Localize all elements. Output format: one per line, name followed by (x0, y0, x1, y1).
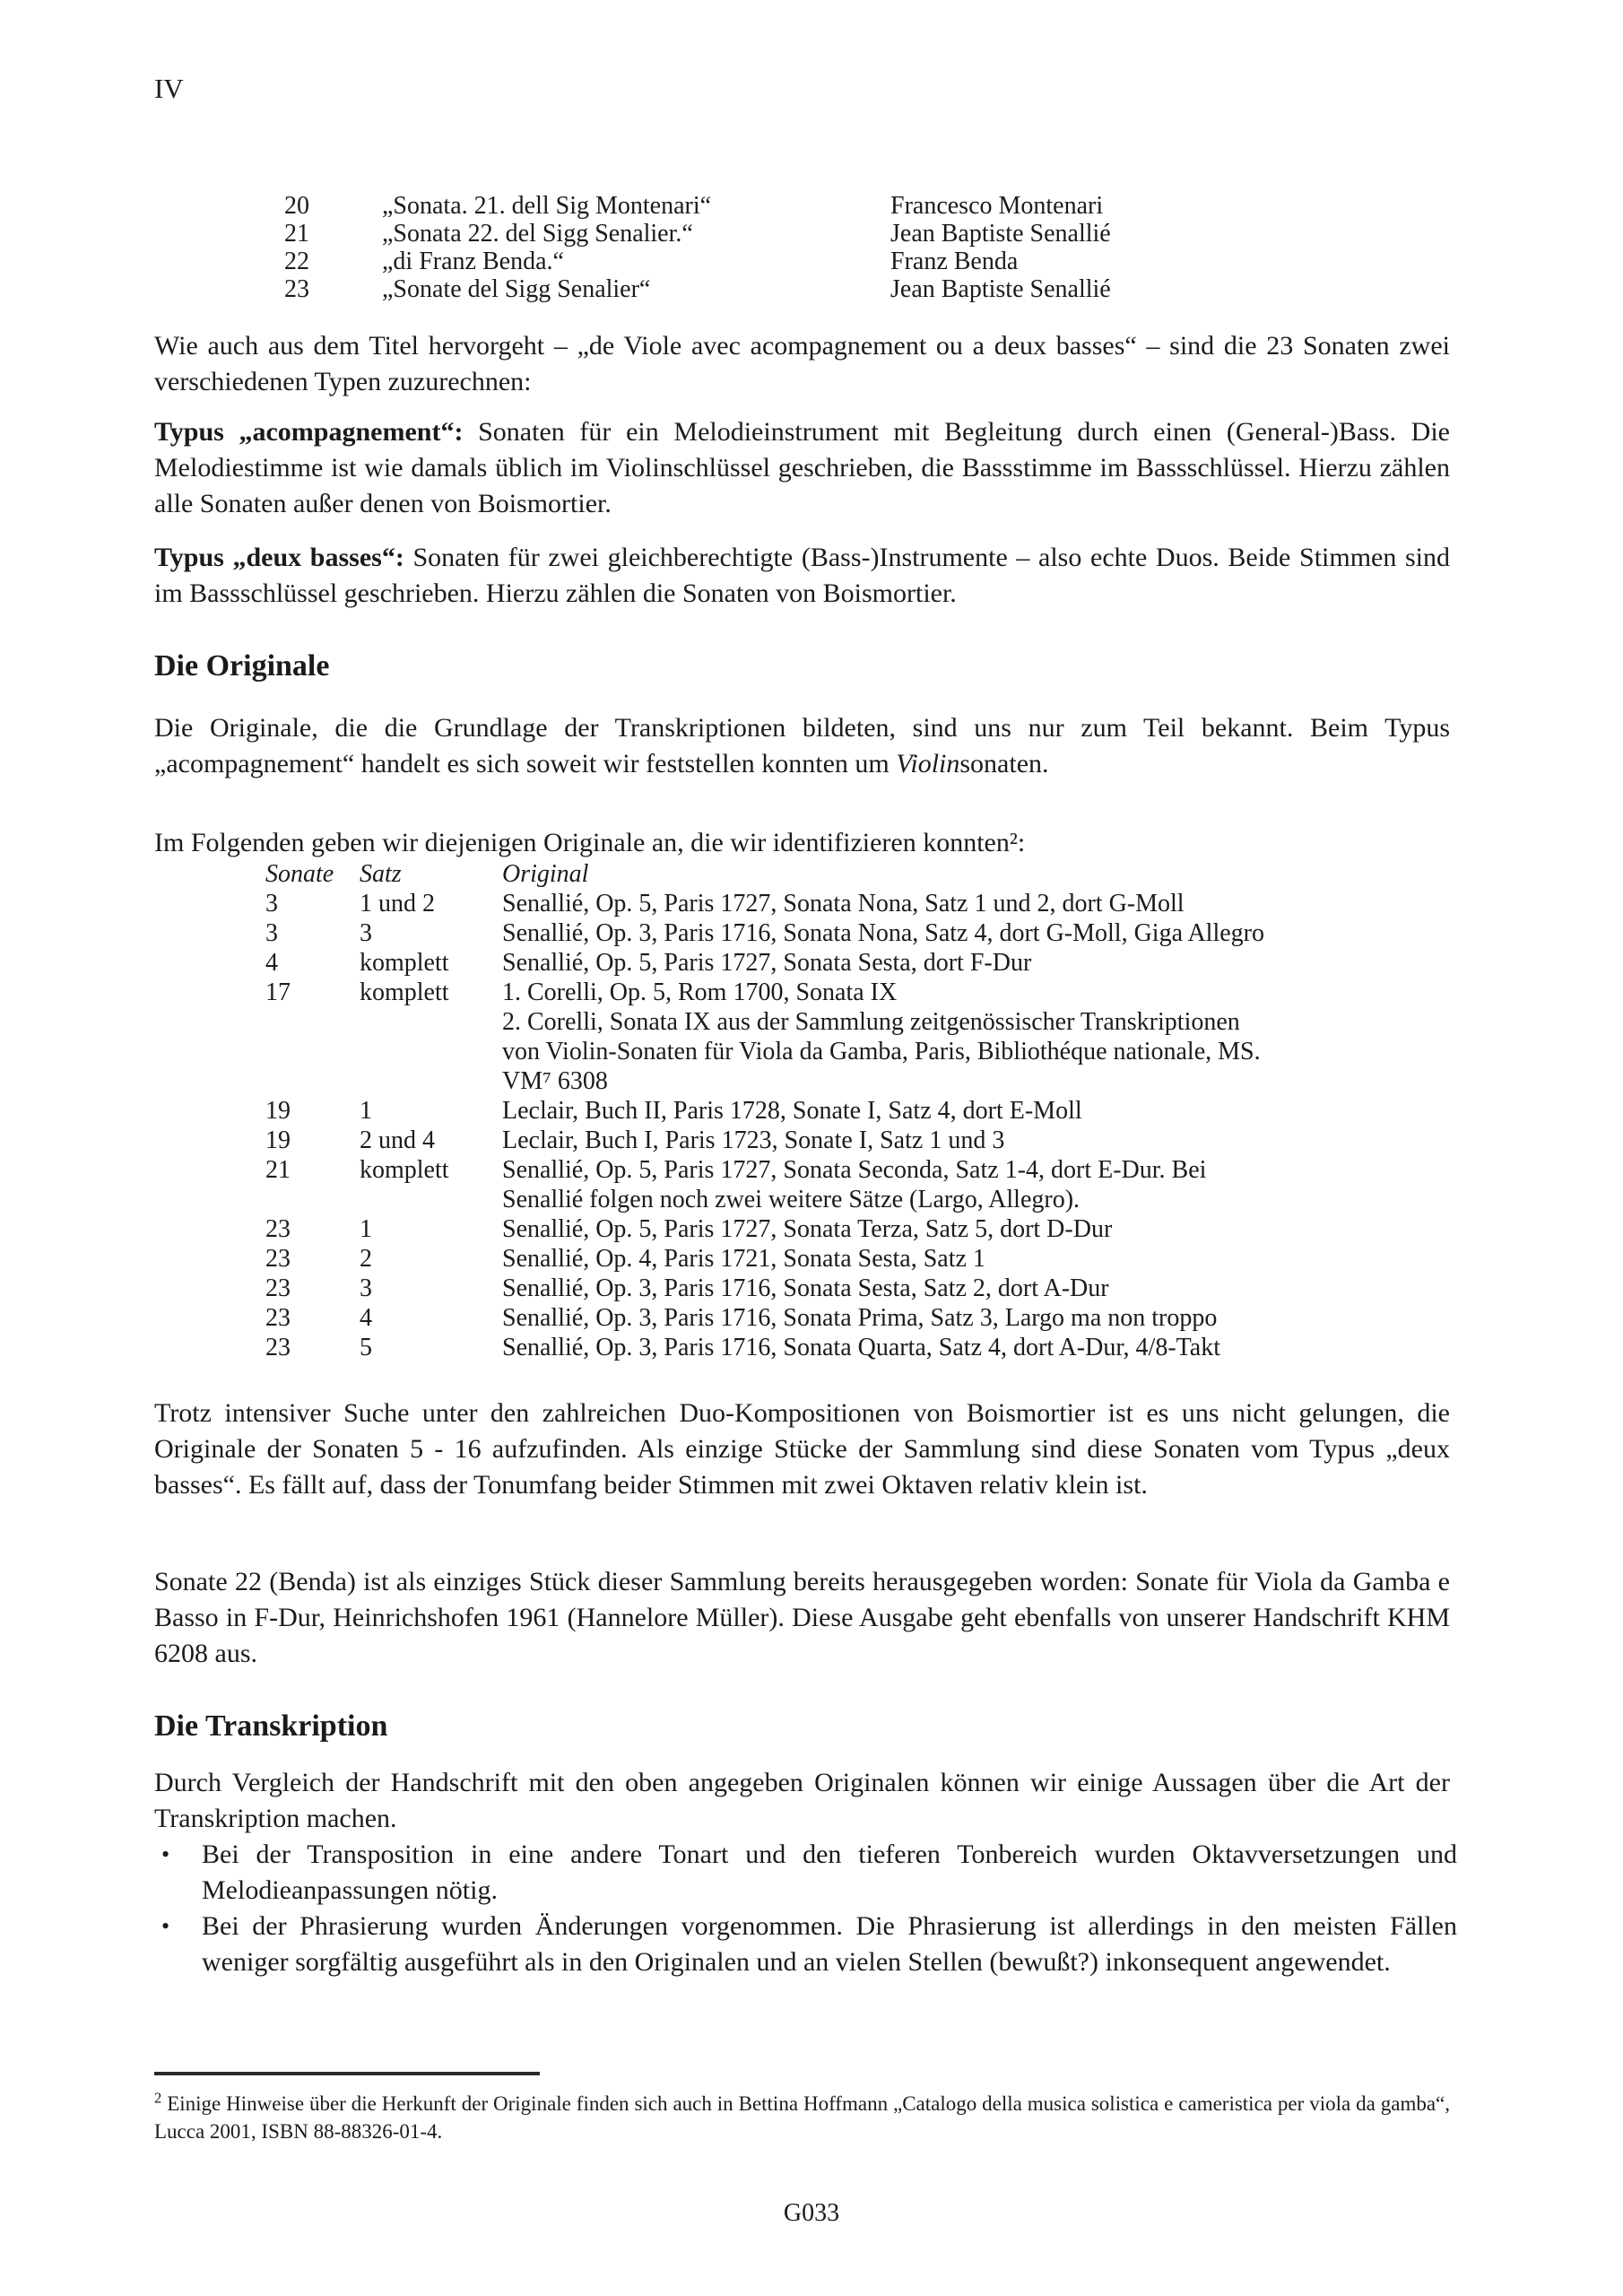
paragraph-typus-deux-basses (154, 540, 1450, 612)
table-row (284, 220, 1450, 248)
paragraph-intro: Wie auch aus dem Titel hervorgeht – „de Viole avec acompagnement ou a deux basses“ – sind die 23 Sonaten zwei verschiedenen Typen zuzurechnen: (154, 331, 1450, 396)
originale-intro-after: sonaten. (959, 749, 1049, 778)
table-row (265, 918, 1471, 948)
cell-number: 23 (284, 275, 309, 303)
table-row (265, 1303, 1471, 1333)
cell-sonate: 23 (265, 1274, 291, 1302)
table-row (265, 1274, 1471, 1303)
cell-original-line: Senallié, Op. 4, Paris 1721, Sonata Sesta, Satz 1 (502, 1245, 985, 1273)
heading-die-transkription: Die Transkription (154, 1709, 388, 1743)
cell-composer: Francesco Montenari (890, 192, 1104, 220)
paragraph-sonate22: Sonate 22 (Benda) ist als einziges Stück dieser Sammlung bereits herausgegeben worden: Sonate für Viola da Gamba e Basso in F-Dur, Heinrichshofen 1961 (Hannelore Müller). Diese Ausgabe geht ebenfalls von unserer Handschrift KHM 6208 aus. (154, 1567, 1450, 1668)
cell-original-line: Leclair, Buch I, Paris 1723, Sonate I, Satz 1 und 3 (502, 1126, 1005, 1154)
cell-satz: komplett (360, 978, 449, 1006)
bullet-icon: • (161, 1913, 170, 1939)
cell-sonate: 3 (265, 890, 278, 918)
paragraph-transkription-intro: Durch Vergleich der Handschrift mit den oben angegeben Originalen können wir einige Aussagen über die Art der Transkription machen. (154, 1768, 1450, 1833)
paragraph-originale-intro (154, 710, 1450, 782)
cell-original (502, 1333, 1471, 1362)
table-row (265, 1244, 1471, 1274)
table-header-row (265, 859, 1471, 889)
cell-number: 20 (284, 192, 309, 220)
column-header-original: Original (502, 860, 589, 888)
bullet-icon: • (161, 1841, 170, 1867)
footnote-marker: 2 (154, 2089, 162, 2107)
cell-original (502, 1274, 1471, 1303)
cell-original-line: Senallié folgen noch zwei weitere Sätze (Largo, Allegro). (502, 1186, 1081, 1213)
list-item-text: Bei der Phrasierung wurden Änderungen vorgenommen. Die Phrasierung ist allerdings in den meisten Fällen weniger sorgfältig ausgeführt als in den Originalen und an vielen Stellen (bewußt?) inkonsequent angewendet. (202, 1911, 1457, 1977)
cell-sonate: 17 (265, 978, 291, 1006)
list-item (161, 1837, 1457, 1909)
cell-satz: 3 (360, 919, 372, 947)
table-row (265, 1126, 1471, 1155)
cell-original-line: Senallié, Op. 5, Paris 1727, Sonata Seconda, Satz 1-4, dort E-Dur. Bei (502, 1156, 1207, 1184)
cell-original (502, 889, 1471, 918)
cell-original (502, 948, 1471, 978)
originale-intro-italic: Violin (896, 749, 960, 778)
cell-sonate: 23 (265, 1334, 291, 1361)
cell-composer: Franz Benda (890, 248, 1019, 275)
list-item-text: Bei der Transposition in eine andere Tonart und den tieferen Tonbereich wurden Oktavversetzungen und Melodieanpassungen nötig. (202, 1839, 1457, 1905)
table-row (265, 889, 1471, 918)
originals-table-body (265, 889, 1471, 1362)
cell-original-line: Senallié, Op. 5, Paris 1727, Sonata Nona, Satz 1 und 2, dort G-Moll (502, 890, 1185, 918)
footnote (154, 2090, 1450, 2145)
cell-satz: 5 (360, 1334, 372, 1361)
table-row (265, 978, 1471, 1096)
paragraph-trotz: Trotz intensiver Suche unter den zahlreichen Duo-Kompositionen von Boismortier ist es uns nicht gelungen, die Originale der Sonaten 5 - 16 aufzufinden. Als einzige Stücke der Sammlung sind diese Sonaten vom Typus „deux basses“. Es fällt auf, dass der Tonumfang beider Stimmen mit zwei Oktaven relativ klein ist. (154, 1398, 1450, 1500)
table-row (284, 192, 1450, 220)
cell-composer: Jean Baptiste Senallié (890, 275, 1111, 303)
column-header-satz: Satz (360, 860, 402, 888)
table-row (265, 1333, 1471, 1362)
table-row (265, 1214, 1471, 1244)
cell-original-line: Senallié, Op. 3, Paris 1716, Sonata Quarta, Satz 4, dort A-Dur, 4/8-Takt (502, 1334, 1220, 1361)
cell-satz: komplett (360, 949, 449, 977)
heading-die-originale: Die Originale (154, 649, 330, 683)
cell-original (502, 918, 1471, 948)
column-header-sonate: Sonate (265, 860, 334, 888)
cell-original-line: 1. Corelli, Op. 5, Rom 1700, Sonata IX (502, 978, 898, 1006)
cell-satz: 1 (360, 1097, 372, 1125)
cell-original (502, 1096, 1471, 1126)
cell-sonate: 19 (265, 1126, 291, 1154)
cell-original-line: VM⁷ 6308 (502, 1067, 608, 1095)
paragraph-typus-acompagnement (154, 414, 1450, 522)
footnote-separator (154, 2072, 540, 2075)
footer-code: G033 (783, 2199, 840, 2227)
table-row (284, 275, 1450, 303)
cell-sonate: 23 (265, 1215, 291, 1243)
cell-title: „Sonata. 21. dell Sig Montenari“ (382, 192, 712, 220)
cell-original (502, 1155, 1471, 1214)
cell-original (502, 1126, 1471, 1155)
cell-satz: komplett (360, 1156, 449, 1184)
paragraph-folgenden: Im Folgenden geben wir diejenigen Originale an, die wir identifizieren konnten²: (154, 828, 1026, 857)
cell-sonate: 19 (265, 1097, 291, 1125)
cell-sonate: 21 (265, 1156, 291, 1184)
cell-original-line: Senallié, Op. 5, Paris 1727, Sonata Sesta, dort F-Dur (502, 949, 1032, 977)
cell-number: 21 (284, 220, 309, 248)
cell-satz: 4 (360, 1304, 372, 1332)
cell-satz: 2 (360, 1245, 372, 1273)
cell-original (502, 978, 1471, 1096)
table-row (284, 248, 1450, 275)
cell-number: 22 (284, 248, 309, 275)
table-row (265, 948, 1471, 978)
table-row (265, 1096, 1471, 1126)
footnote-text: Einige Hinweise über die Herkunft der Originale finden sich auch in Bettina Hoffmann „Catalogo della musica solistica e cameristica per viola da gamba“, Lucca 2001, ISBN 88-88326-01-4. (154, 2092, 1451, 2143)
cell-satz: 2 und 4 (360, 1126, 435, 1154)
cell-satz: 1 (360, 1215, 372, 1243)
cell-sonate: 23 (265, 1304, 291, 1332)
cell-satz: 1 und 2 (360, 890, 435, 918)
originale-intro-before: Die Originale, die die Grundlage der Transkriptionen bildeten, sind uns nur zum Teil bekannt. Beim Typus „acompagnement“ handelt es sich soweit wir feststellen konnten um (154, 713, 1450, 778)
cell-title: „Sonata 22. del Sigg Senalier.“ (382, 220, 693, 248)
cell-sonate: 23 (265, 1245, 291, 1273)
cell-original (502, 1214, 1471, 1244)
cell-composer: Jean Baptiste Senallié (890, 220, 1111, 248)
originals-table (265, 859, 1471, 1362)
table-row (265, 1155, 1471, 1214)
cell-sonate: 3 (265, 919, 278, 947)
cell-original-line: Senallié, Op. 3, Paris 1716, Sonata Sesta, Satz 2, dort A-Dur (502, 1274, 1109, 1302)
typus-deux-basses-lead: Typus „deux basses“: (154, 543, 404, 572)
cell-original-line: Senallié, Op. 3, Paris 1716, Sonata Nona, Satz 4, dort G-Moll, Giga Allegro (502, 919, 1264, 947)
cell-original-line: Leclair, Buch II, Paris 1728, Sonate I, Satz 4, dort E-Moll (502, 1097, 1082, 1125)
cell-title: „Sonate del Sigg Senalier“ (382, 275, 651, 303)
cell-original-line: von Violin-Sonaten für Viola da Gamba, Paris, Bibliothéque nationale, MS. (502, 1038, 1261, 1065)
cell-original (502, 1244, 1471, 1274)
typus-acompagnement-lead: Typus „acompagnement“: (154, 417, 464, 447)
cell-original-line: 2. Corelli, Sonata IX aus der Sammlung zeitgenössischer Transkriptionen (502, 1008, 1240, 1036)
cell-title: „di Franz Benda.“ (382, 248, 564, 275)
cell-original-line: Senallié, Op. 3, Paris 1716, Sonata Prima, Satz 3, Largo ma non troppo (502, 1304, 1218, 1332)
list-item (161, 1909, 1457, 1980)
typus-deux-basses-body: Sonaten für zwei gleichberechtigte (Bass-)Instrumente – also echte Duos. Beide Stimmen sind im Bassschlüssel geschrieben. Hierzu zählen die Sonaten von Boismortier. (154, 543, 1451, 608)
cell-sonate: 4 (265, 949, 278, 977)
manuscript-title-table (284, 192, 1450, 303)
page-number: IV (154, 73, 184, 104)
cell-satz: 3 (360, 1274, 372, 1302)
typus-acompagnement-body: Sonaten für ein Melodieinstrument mit Begleitung durch einen (General-)Bass. Die Melodiestimme ist wie damals üblich im Violinschlüssel geschrieben, die Bassstimme im Bassschlüssel. Hierzu zählen alle Sonaten außer denen von Boismortier. (154, 417, 1450, 518)
cell-original (502, 1303, 1471, 1333)
cell-original-line: Senallié, Op. 5, Paris 1727, Sonata Terza, Satz 5, dort D-Dur (502, 1215, 1113, 1243)
